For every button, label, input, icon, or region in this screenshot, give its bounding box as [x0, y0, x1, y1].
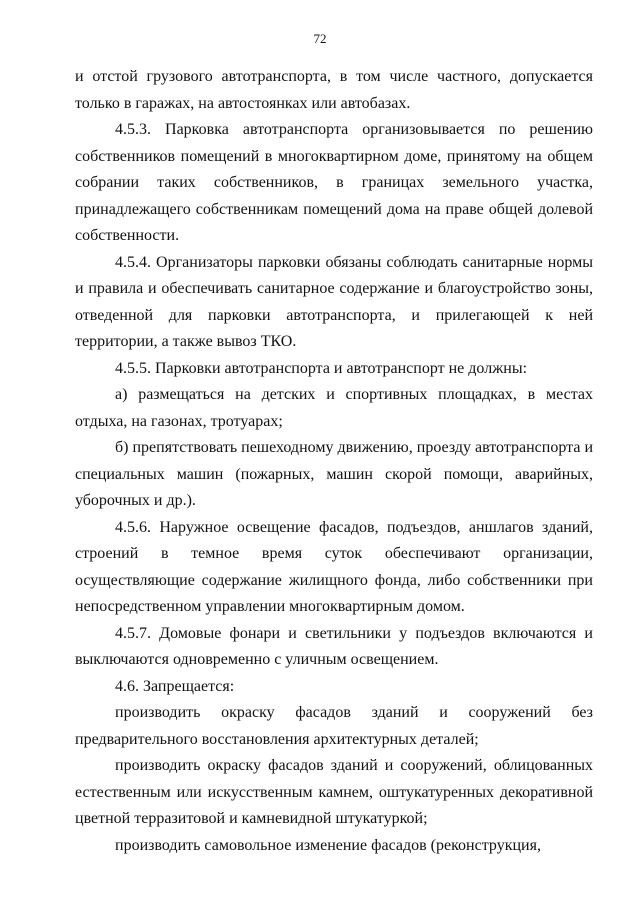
- prohibition-item-1: производить окраску фасадов зданий и сооружений без предварительного восстановления архитектурных деталей;: [75, 704, 593, 748]
- prohibition-item-3: производить самовольное изменение фасадов (реконструкция,: [115, 836, 541, 854]
- prohibition-item-2: производить окраску фасадов зданий и сооружений, облицованных естественным или искусственным камнем, оштукатуренных декоративной цветной терразитовой и камневидной штукатуркой;: [75, 757, 593, 827]
- paragraph-4-5-7: 4.5.7. Домовые фонари и светильники у подъездов включаются и выключаются одновременно с уличным освещением.: [75, 624, 593, 668]
- paragraph-4-5-3: 4.5.3. Парковка автотранспорта организовывается по решению собственников помещений в многоквартирном доме, принятому на общем собрании таких собственников, в границах земельного участка, принадлежащего собственникам помещений дома на праве общей долевой собственности.: [75, 121, 593, 244]
- paragraph-4-5-4: 4.5.4. Организаторы парковки обязаны соблюдать санитарные нормы и правила и обеспечивать санитарное содержание и благоустройство зоны, отведенной для парковки автотранспорта, и прилегающей к ней территории, а также вывоз ТКО.: [75, 253, 593, 350]
- list-item-b: б) препятствовать пешеходному движению, проезду автотранспорта и специальных машин (пожарных, машин скорой помощи, аварийных, уборочных и др.).: [75, 439, 593, 509]
- page-number: 72: [313, 31, 327, 46]
- document-body: [75, 64, 593, 859]
- paragraph-4-5-6: 4.5.6. Наружное освещение фасадов, подъездов, аншлагов зданий, строений в темное время суток обеспечивают организации, осуществляющие содержание жилищного фонда, либо собственники при непосредственном управлении многоквартирным домом.: [75, 518, 593, 615]
- paragraph-4-5-5: 4.5.5. Парковки автотранспорта и автотранспорт не должны:: [115, 359, 528, 377]
- paragraph-4-6-heading: 4.6. Запрещается:: [115, 677, 235, 695]
- paragraph-continuation: и отстой грузового автотранспорта, в том числе частного, допускается только в гаражах, на автостоянках или автобазах.: [75, 68, 593, 112]
- list-item-a: а) размещаться на детских и спортивных площадках, в местах отдыха, на газонах, тротуарах;: [75, 386, 593, 430]
